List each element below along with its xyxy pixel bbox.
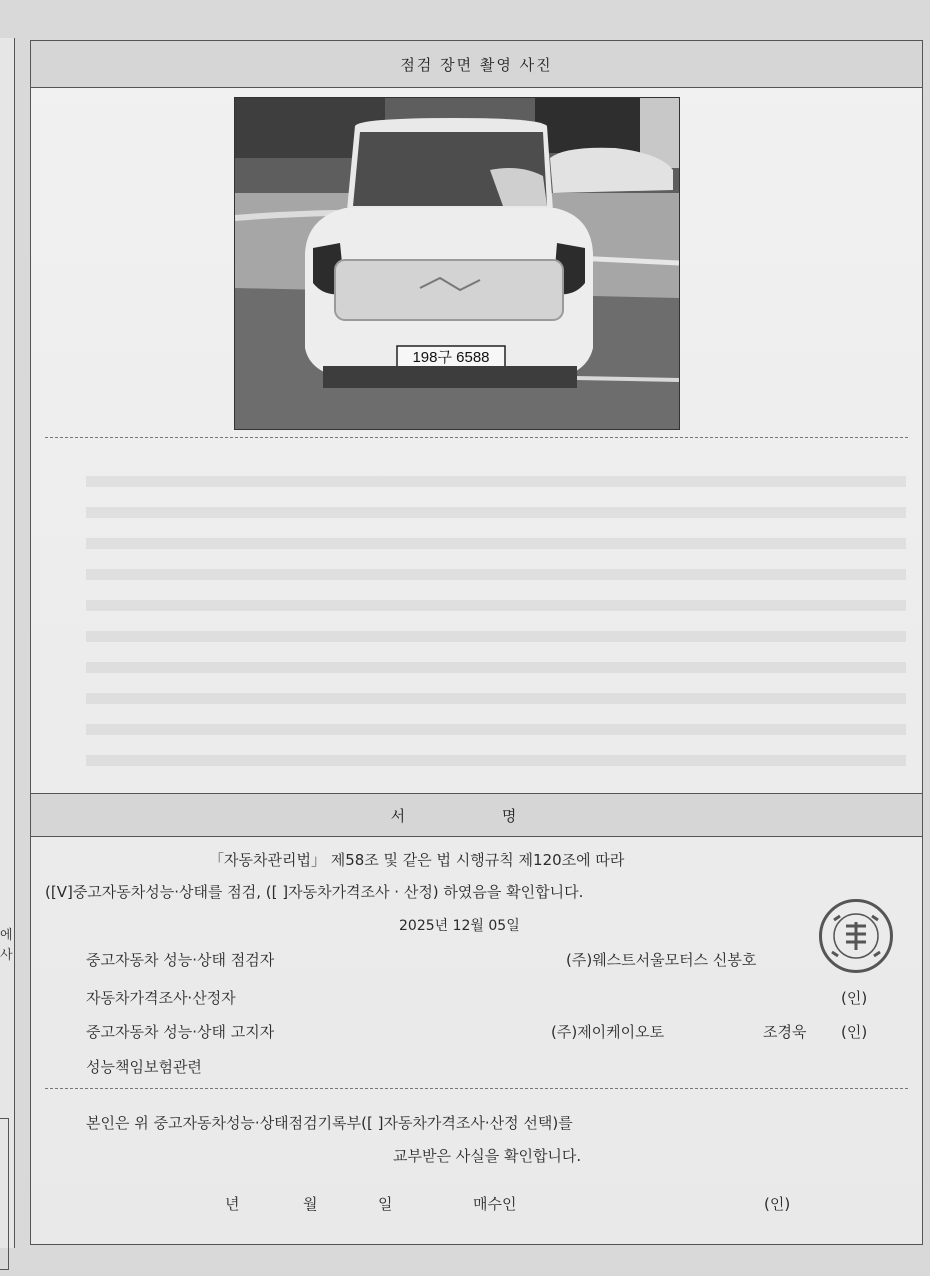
price-appraiser-seal: (인): [841, 989, 868, 1007]
section-divider: [45, 1088, 908, 1089]
inspection-car-photo: [234, 97, 680, 430]
notifier-company: (주)제이케이오토: [551, 1023, 665, 1041]
signature-section-header: [31, 793, 922, 837]
inspector-value: (주)웨스트서울모터스 신봉호: [566, 951, 757, 969]
company-seal-stamp: [819, 899, 893, 973]
left-page-box: [0, 1118, 9, 1270]
buyer-seal: (인): [764, 1195, 791, 1213]
buyer-statement-line1: 본인은 위 중고자동차성능·상태점검기록부([ ]자동차가격조사·산정 선택)를: [86, 1114, 573, 1132]
liability-insurance-label: 성능책임보험관련: [86, 1058, 202, 1076]
bleed-through-background: [86, 456, 906, 786]
law-reference-text: 「자동차관리법」 제58조 및 같은 법 시행규칙 제120조에 따라: [209, 851, 625, 869]
notifier-label: 중고자동차 성능·상태 고지자: [86, 1023, 275, 1041]
notifier-person: 조경욱: [763, 1023, 807, 1041]
car-photo-icon: [235, 98, 679, 429]
buyer-month-label: 월: [303, 1195, 318, 1213]
notifier-seal: (인): [841, 1023, 868, 1041]
photo-section-header: [31, 41, 922, 88]
confirmation-text: ([V]중고자동차성능·상태를 점검, ([ ]자동차가격조사 · 산정) 하였음을 확인합니다.: [45, 883, 584, 901]
adjacent-page-edge: [0, 38, 15, 1248]
signature-date: 2025년 12월 05일: [399, 918, 520, 934]
left-page-fragment: 에: [0, 928, 13, 943]
section-divider: [45, 437, 908, 438]
inspector-label: 중고자동차 성능·상태 점검자: [86, 951, 275, 969]
buyer-year-label: 년: [225, 1195, 240, 1213]
price-appraiser-label: 자동차가격조사·산정자: [86, 989, 236, 1007]
photo-section-title: 점검 장면 촬영 사진: [400, 55, 553, 74]
inspection-record-page: [30, 40, 923, 1245]
buyer-statement-line2: 교부받은 사실을 확인합니다.: [393, 1147, 582, 1165]
buyer-day-label: 일: [378, 1195, 393, 1213]
signature-section-title: 서 명: [390, 806, 563, 825]
left-page-fragment: 사: [0, 948, 13, 963]
buyer-label: 매수인: [473, 1195, 517, 1213]
license-plate: 198구 6588: [412, 349, 490, 366]
